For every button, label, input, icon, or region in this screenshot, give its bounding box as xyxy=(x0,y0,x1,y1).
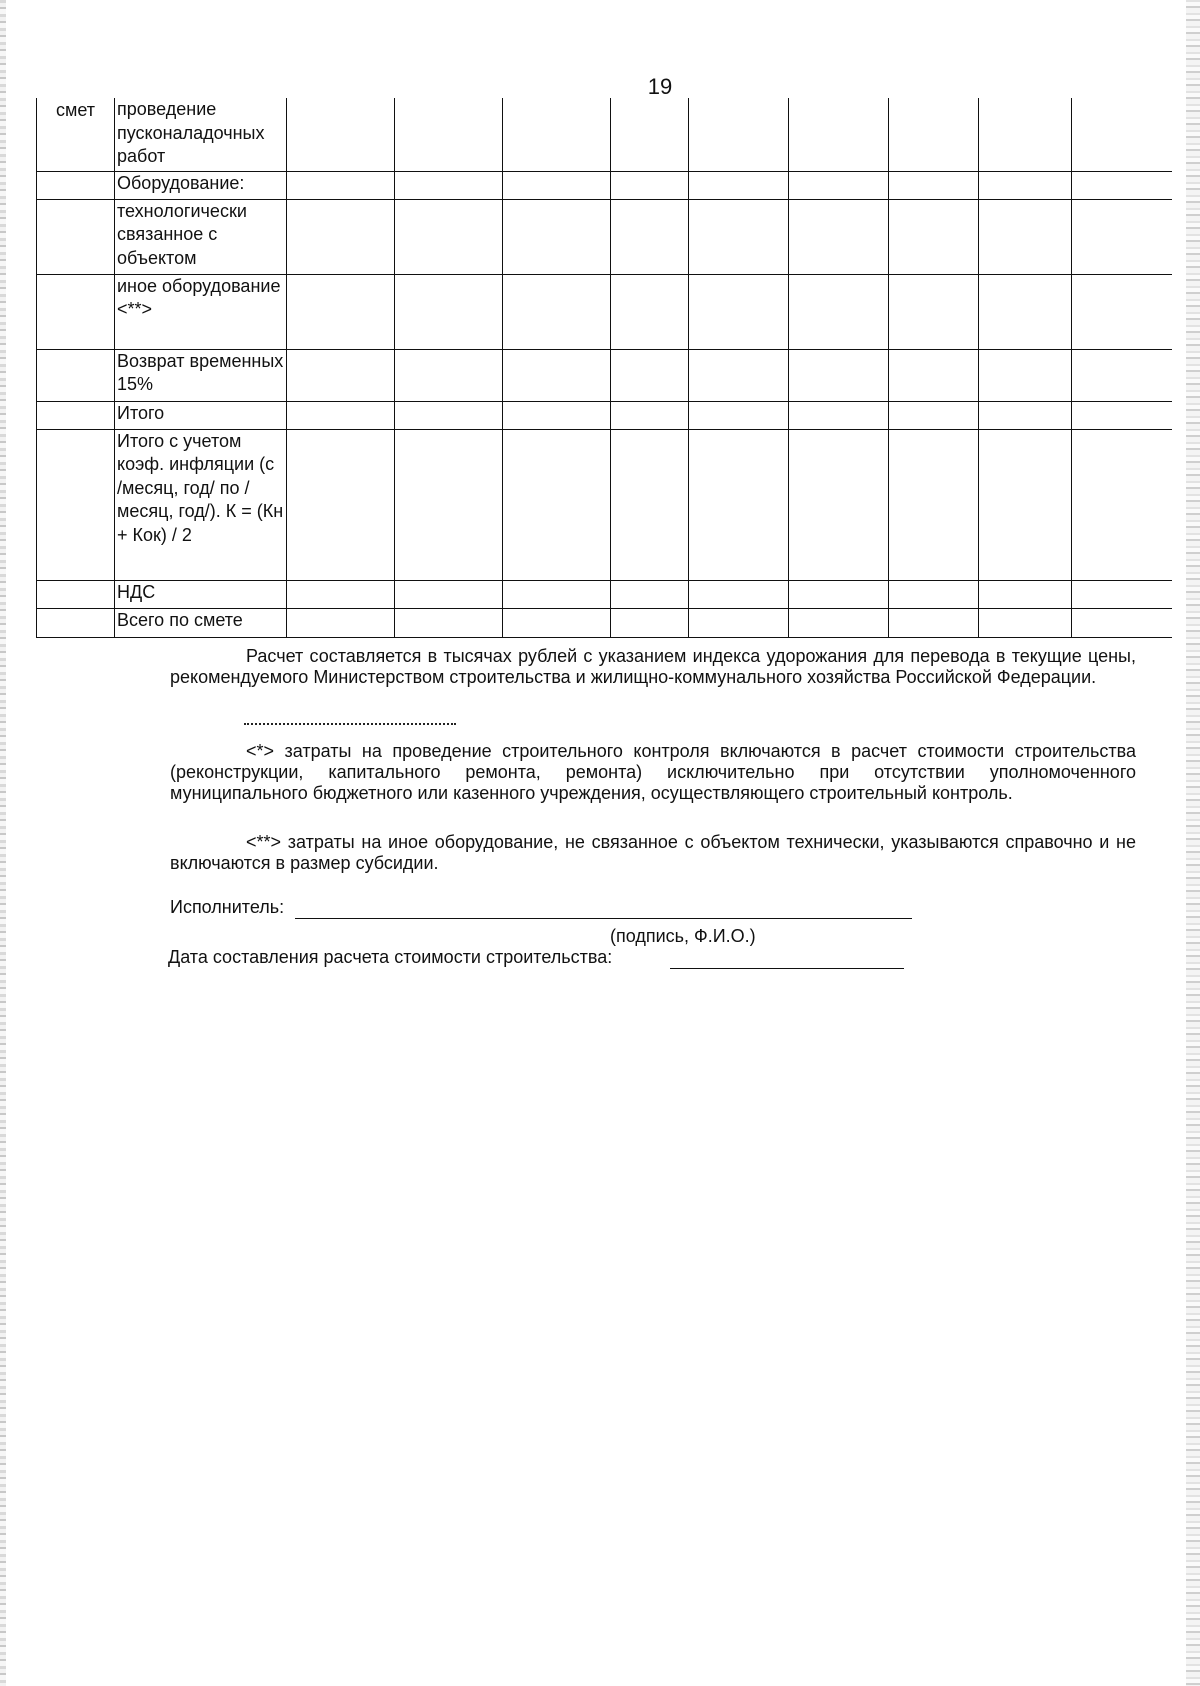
table-row xyxy=(37,98,1172,171)
row-code-cell xyxy=(37,199,115,274)
value-cell xyxy=(287,199,395,274)
footnote-1-text: <*> затраты на проведение строительного контроля включаются в расчет стоимости строительства (реконструкции, капитального ремонта, ремонта) исключительно при отсутствии уполномоченного муниципального бюджетного или казенного учреждения, осуществляющего строительный контроль. xyxy=(170,741,1136,803)
value-cell xyxy=(689,401,789,429)
table-row xyxy=(37,199,1172,274)
scan-edge-left xyxy=(0,0,6,1686)
value-cell xyxy=(611,98,689,171)
value-cell xyxy=(979,429,1072,580)
footnote-2-text: <**> затраты на иное оборудование, не связанное с объектом технически, указываются справочно и не включаются в размер субсидии. xyxy=(170,832,1136,873)
row-code-cell xyxy=(37,608,115,637)
scan-edge-right xyxy=(1186,0,1200,1686)
value-cell xyxy=(689,349,789,401)
row-name-cell: Оборудование: xyxy=(115,171,287,199)
row-code-cell xyxy=(37,349,115,401)
footnote-2 xyxy=(170,832,1136,874)
value-cell xyxy=(395,429,503,580)
estimate-table xyxy=(36,98,1172,638)
row-name-cell: Всего по смете xyxy=(115,608,287,637)
value-cell xyxy=(689,98,789,171)
table-row xyxy=(37,274,1172,349)
value-cell xyxy=(395,349,503,401)
row-code-cell xyxy=(37,580,115,608)
value-cell xyxy=(287,349,395,401)
value-cell xyxy=(395,199,503,274)
value-cell xyxy=(789,401,889,429)
value-cell xyxy=(611,580,689,608)
value-cell xyxy=(611,349,689,401)
value-cell xyxy=(503,401,611,429)
table-row xyxy=(37,349,1172,401)
value-cell xyxy=(889,429,979,580)
value-cell xyxy=(1072,199,1172,274)
value-cell xyxy=(889,580,979,608)
value-cell xyxy=(1072,274,1172,349)
value-cell xyxy=(611,171,689,199)
value-cell xyxy=(1072,98,1172,171)
row-name-cell: Итого с учетом коэф. инфляции (с /месяц, год/ по /месяц, год/). К = (Кн + Кок) / 2 xyxy=(115,429,287,580)
footnote-1 xyxy=(170,741,1136,804)
value-cell xyxy=(395,171,503,199)
row-name-cell: проведение пусконаладочных работ xyxy=(115,98,287,171)
row-name-cell: технологически связанное с объектом xyxy=(115,199,287,274)
value-cell xyxy=(689,274,789,349)
value-cell xyxy=(789,274,889,349)
value-cell xyxy=(395,274,503,349)
row-name-cell: Возврат временных 15% xyxy=(115,349,287,401)
row-code-cell xyxy=(37,171,115,199)
value-cell xyxy=(689,429,789,580)
value-cell xyxy=(789,98,889,171)
value-cell xyxy=(611,199,689,274)
value-cell xyxy=(395,98,503,171)
date-line xyxy=(670,968,904,969)
value-cell xyxy=(979,98,1072,171)
value-cell xyxy=(503,349,611,401)
value-cell xyxy=(789,171,889,199)
value-cell xyxy=(503,98,611,171)
value-cell xyxy=(979,401,1072,429)
date-label: Дата составления расчета стоимости строительства: xyxy=(168,947,613,967)
value-cell xyxy=(287,171,395,199)
footnote-separator xyxy=(244,723,456,725)
executor-signature-line xyxy=(295,918,912,919)
value-cell xyxy=(979,274,1072,349)
calculation-note xyxy=(170,646,1136,688)
value-cell xyxy=(611,401,689,429)
value-cell xyxy=(889,349,979,401)
row-name-cell: НДС xyxy=(115,580,287,608)
calculation-note-text: Расчет составляется в тысячах рублей с указанием индекса удорожания для перевода в текущие цены, рекомендуемого Министерством строительства и жилищно-коммунального хозяйства Российской Федерации. xyxy=(170,646,1136,687)
row-name-cell: иное оборудование <**> xyxy=(115,274,287,349)
value-cell xyxy=(889,98,979,171)
value-cell xyxy=(889,199,979,274)
value-cell xyxy=(979,171,1072,199)
page-number: 19 xyxy=(647,74,673,99)
value-cell xyxy=(689,171,789,199)
table-row xyxy=(37,429,1172,580)
table-row xyxy=(37,171,1172,199)
value-cell xyxy=(287,429,395,580)
value-cell xyxy=(979,608,1072,637)
value-cell xyxy=(503,274,611,349)
value-cell xyxy=(889,171,979,199)
value-cell xyxy=(889,401,979,429)
value-cell xyxy=(611,429,689,580)
value-cell xyxy=(287,608,395,637)
value-cell xyxy=(395,401,503,429)
value-cell xyxy=(503,199,611,274)
row-code-cell: смет xyxy=(37,98,115,171)
value-cell xyxy=(503,171,611,199)
value-cell xyxy=(1072,580,1172,608)
row-code-cell xyxy=(37,401,115,429)
value-cell xyxy=(789,349,889,401)
value-cell xyxy=(395,608,503,637)
value-cell xyxy=(689,608,789,637)
value-cell xyxy=(503,429,611,580)
executor-label: Исполнитель: xyxy=(170,897,285,917)
value-cell xyxy=(287,98,395,171)
value-cell xyxy=(789,608,889,637)
value-cell xyxy=(979,349,1072,401)
value-cell xyxy=(1072,401,1172,429)
row-code-cell xyxy=(37,429,115,580)
value-cell xyxy=(287,580,395,608)
value-cell xyxy=(611,608,689,637)
table-row xyxy=(37,580,1172,608)
row-name-cell: Итого xyxy=(115,401,287,429)
value-cell xyxy=(789,580,889,608)
value-cell xyxy=(287,401,395,429)
value-cell xyxy=(1072,171,1172,199)
value-cell xyxy=(1072,429,1172,580)
value-cell xyxy=(287,274,395,349)
value-cell xyxy=(789,199,889,274)
value-cell xyxy=(689,199,789,274)
value-cell xyxy=(503,608,611,637)
table-row xyxy=(37,401,1172,429)
value-cell xyxy=(889,274,979,349)
signature-hint: (подпись, Ф.И.О.) xyxy=(610,926,756,946)
value-cell xyxy=(1072,608,1172,637)
value-cell xyxy=(1072,349,1172,401)
value-cell xyxy=(889,608,979,637)
value-cell xyxy=(611,274,689,349)
value-cell xyxy=(689,580,789,608)
value-cell xyxy=(503,580,611,608)
value-cell xyxy=(789,429,889,580)
row-code-cell xyxy=(37,274,115,349)
table-row xyxy=(37,608,1172,637)
value-cell xyxy=(979,580,1072,608)
value-cell xyxy=(395,580,503,608)
value-cell xyxy=(979,199,1072,274)
